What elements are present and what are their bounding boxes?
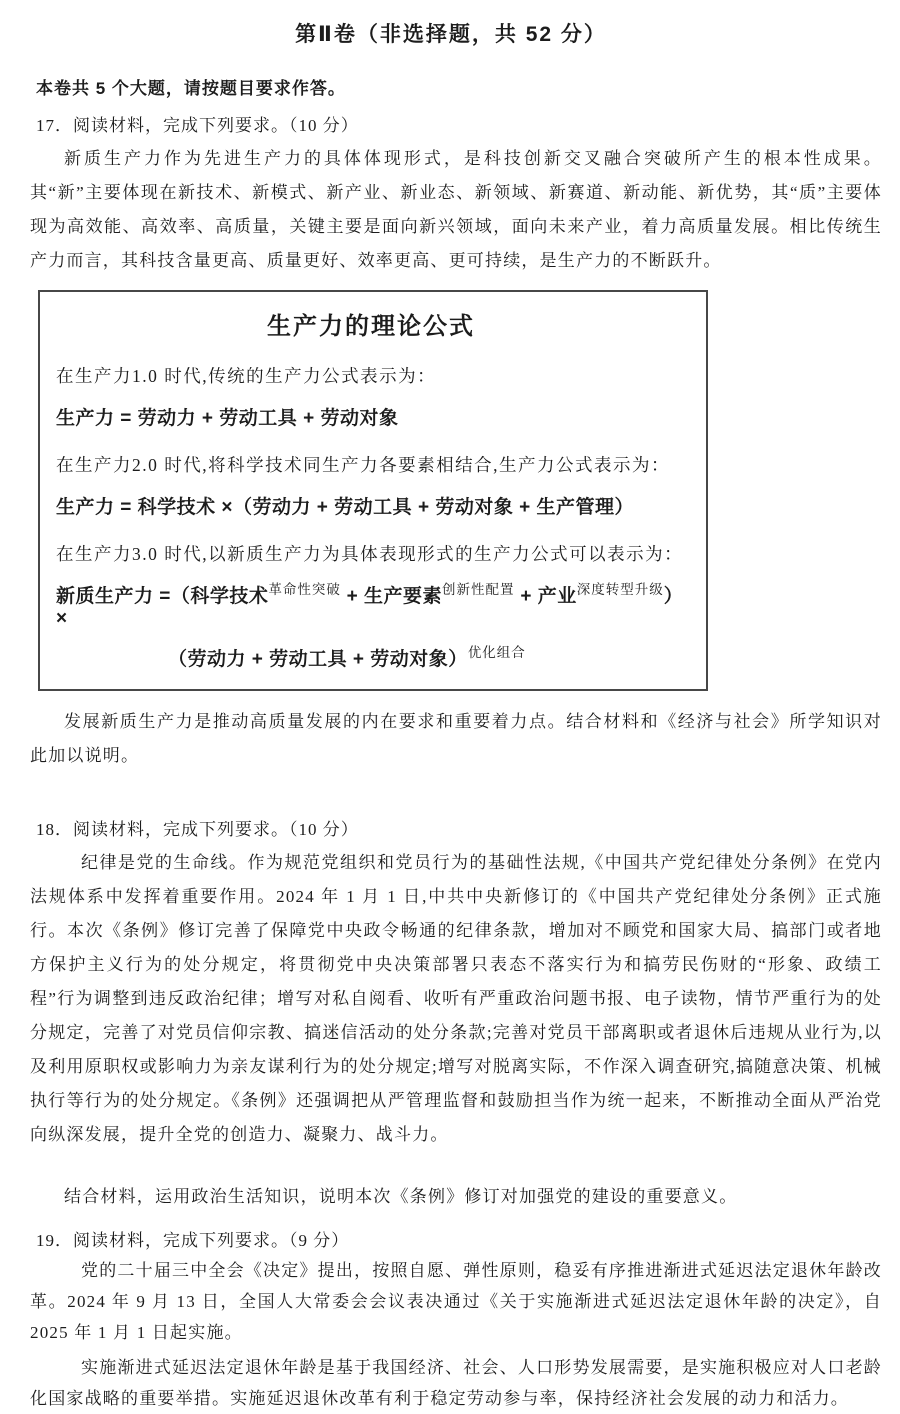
q17-header: 17．阅读材料，完成下列要求。（10 分） xyxy=(36,116,359,135)
q17-question: 发展新质生产力是推动高质量发展的内在要求和重要着力点。结合材料和《经济与社会》所学知识对此加以说明。 xyxy=(30,712,882,765)
era3-formula-line2 xyxy=(168,644,686,671)
era3-formula-line1 xyxy=(56,581,686,630)
productivity-formula-box xyxy=(38,290,708,691)
q18-header: 18．阅读材料，完成下列要求。（10 分） xyxy=(36,820,359,839)
superscript-revolutionary-breakthrough: 革命性突破 xyxy=(268,582,341,597)
era3-formula-segment: + 生产要素 xyxy=(340,586,443,607)
era1-formula: 生产力 = 劳动力 + 劳动工具 + 劳动对象 xyxy=(56,408,399,429)
era3-description: 在生产力3.0 时代,以新质生产力为具体表现形式的生产力公式可以表示为： xyxy=(56,544,684,564)
era3-formula-segment: + 产业 xyxy=(514,586,577,607)
q17-material: 新质生产力作为先进生产力的具体体现形式，是科技创新交叉融合突破所产生的根本性成果。其“新”主要体现在新技术、新模式、新产业、新业态、新领域、新赛道、新动能、新优势，其“质”主要体现为高效能、高效率、高质量，关键主要是面向新兴领域，面向未来产业，着力高质量发展。相比传统生产力而言，其科技含量更高、质量更好、效率更高、更可持续，是生产力的不断跃升。 xyxy=(30,149,882,270)
q18-question: 结合材料，运用政治生活知识，说明本次《条例》修订对加强党的建设的重要意义。 xyxy=(64,1187,738,1206)
q18-material: 纪律是党的生命线。作为规范党组织和党员行为的基础性法规,《中国共产党纪律处分条例》在党内法规体系中发挥着重要作用。2024 年 1 月 1 日,中共中央新修订的《中国共产党纪律处分条例》正式施行。本次《条例》修订完善了保障党中央政令畅通的纪律条款，增加对不顾党和国家大局、搞部门或者地方保护主义行为的处分规定，将贯彻党中央决策部署只表态不落实行为和搞劳民伤财的“形象、政绩工程”行为调整到违反政治纪律；增写对私自阅看、收听有严重政治问题书报、电子读物，情节严重行为的处分规定，完善了对党员信仰宗教、搞迷信活动的处分条款;完善对党员干部离职或者退休后违规从业行为,以及利用原职权或影响力为亲友谋利行为的处分规定;增写对脱离实际，不作深入调查研究,搞随意决策、机械执行等行为的处分规定。《条例》还强调把从严管理监督和鼓励担当作为统一起来，不断推动全面从严治党向纵深发展，提升全党的创造力、凝聚力、战斗力。 xyxy=(30,853,882,1144)
era3-formula-segment: ）× xyxy=(56,586,684,629)
era1-description: 在生产力1.0 时代,传统的生产力公式表示为： xyxy=(56,366,437,386)
superscript-innovative-allocation: 创新性配置 xyxy=(442,582,515,597)
q19-material-paragraph-1: 党的二十届三中全会《决定》提出，按照自愿、弹性原则，稳妥有序推进渐进式延迟法定退休年龄改革。2024 年 9 月 13 日，全国人大常委会会议表决通过《关于实施渐进式延迟法定退休年龄的决定》，自 2025 年 1 月 1 日起实施。 xyxy=(30,1261,882,1342)
superscript-optimized-combination: 优化组合 xyxy=(467,645,526,660)
page-title: 第Ⅱ卷（非选择题，共 52 分） xyxy=(295,23,607,46)
era2-description: 在生产力2.0 时代,将科学技术同生产力各要素相结合,生产力公式表示为： xyxy=(56,455,670,475)
section-intro: 本卷共 5 个大题，请按题目要求作答。 xyxy=(36,79,346,98)
superscript-deep-transformation-upgrade: 深度转型升级 xyxy=(576,582,664,597)
q19-header: 19．阅读材料，完成下列要求。（9 分） xyxy=(36,1231,350,1250)
q19-material-paragraph-2: 实施渐进式延迟法定退休年龄是基于我国经济、社会、人口形势发展需要，是实施积极应对人口老龄化国家战略的重要举措。实施延迟退休改革有利于稳定劳动参与率，保持经济社会发展的动力和活力。 xyxy=(30,1358,882,1408)
era3-formula-segment: （劳动力 + 劳动工具 + 劳动对象） xyxy=(168,649,468,670)
era2-formula: 生产力 = 科学技术 ×（劳动力 + 劳动工具 + 劳动对象 + 生产管理） xyxy=(56,497,634,518)
era3-formula-segment: 新质生产力 =（科学技术 xyxy=(56,586,269,607)
formula-box-title: 生产力的理论公式 xyxy=(267,313,475,340)
